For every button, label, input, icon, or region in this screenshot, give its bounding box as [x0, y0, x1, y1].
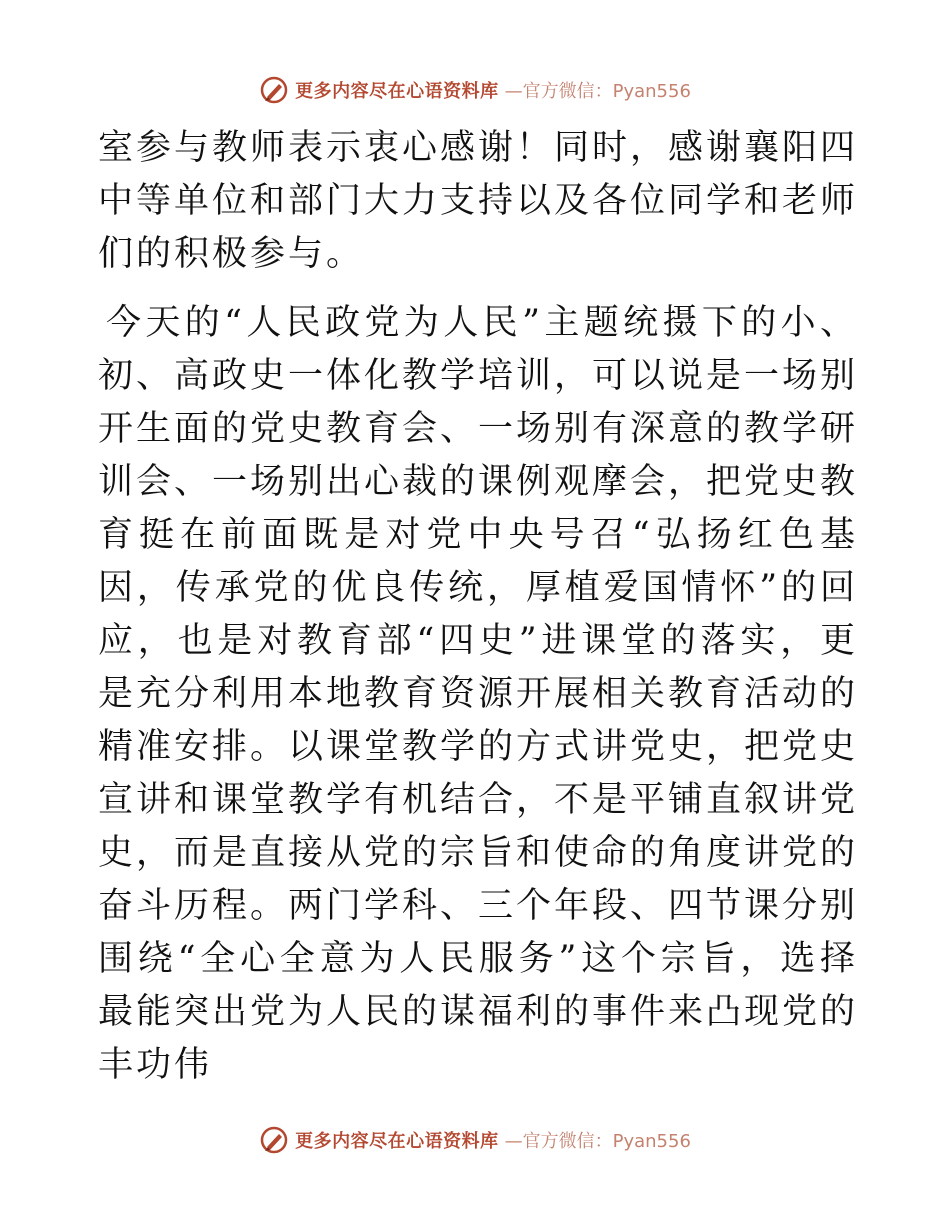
footer-banner — [0, 1120, 950, 1160]
banner-contact: —官方微信：Pyan556 — [504, 81, 691, 102]
banner-contact: —官方微信：Pyan556 — [504, 1131, 691, 1152]
header-banner — [0, 70, 950, 110]
paragraph: 今天的“人民政党为人民”主题统摄下的小、初、高政史一体化教学培训，可以说是一场别开生面的党史教育会、一场别有深意的教学研训会、一场别出心裁的课例观摩会，把党史教育挺在前面既是对党中央号召“弘扬红色基因，传承党的优良传统，厚植爱国情怀”的回应，也是对教育部“四史”进课堂的落实，更是充分利用本地教育资源开展相关教育活动的精准安排。以课堂教学的方式讲党史，把党史宣讲和课堂教学有机结合，不是平铺直叙讲党史，而是直接从党的宗旨和使命的角度讲党的奋斗历程。两门学科、三个年段、四节课分别围绕“全心全意为人民服务”这个宗旨，选择最能突出党为人民的谋福利的事件来凸现党的丰功伟 — [98, 303, 859, 1085]
banner-title: 更多内容尽在心语资料库 — [295, 1131, 499, 1152]
banner-title: 更多内容尽在心语资料库 — [295, 81, 499, 102]
document-body — [98, 122, 858, 1092]
pen-logo-icon — [259, 75, 289, 105]
paragraph: 室参与教师表示衷心感谢！同时，感谢襄阳四中等单位和部门大力支持以及各位同学和老师们的积极参与。 — [98, 128, 859, 274]
pen-logo-icon — [259, 1125, 289, 1155]
